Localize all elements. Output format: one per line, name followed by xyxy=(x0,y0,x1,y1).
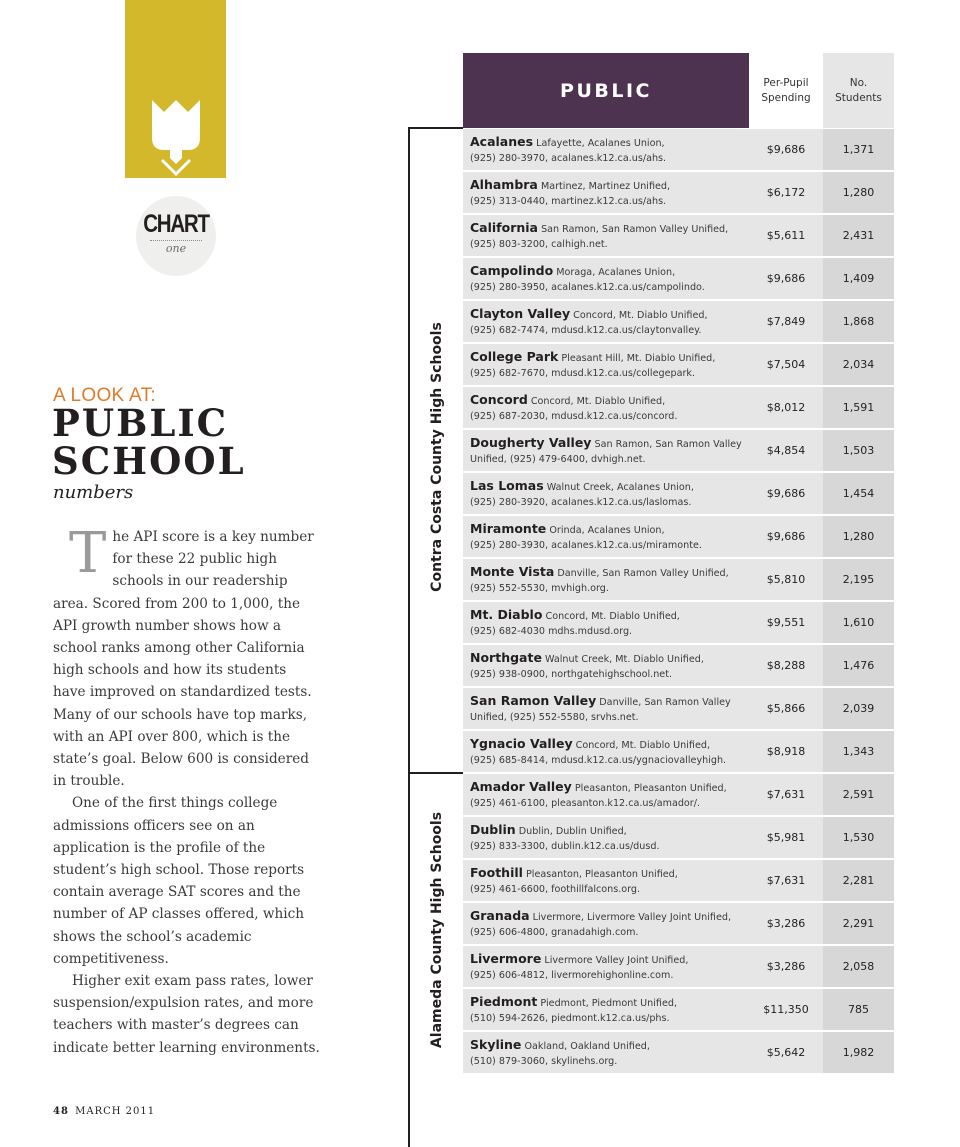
per-pupil-spending: $7,504 xyxy=(749,344,823,385)
school-name: Northgate xyxy=(470,650,542,665)
school-name: Las Lomas xyxy=(470,478,544,493)
chart-badge-rule xyxy=(150,240,202,241)
group-label-alameda: Alameda County High Schools xyxy=(429,811,445,1049)
table-row xyxy=(463,172,894,213)
student-count: 2,034 xyxy=(823,344,894,385)
school-name: California xyxy=(470,220,538,235)
table-row xyxy=(463,817,894,858)
student-count: 1,868 xyxy=(823,301,894,342)
paragraph-1 xyxy=(53,521,321,792)
per-pupil-spending: $8,918 xyxy=(749,731,823,772)
school-detail: Pleasanton, Pleasanton Unified, xyxy=(574,783,727,794)
school-detail: Livermore, Livermore Valley Joint Unified, xyxy=(532,912,731,923)
table-row xyxy=(463,602,894,643)
school-detail: Livermore Valley Joint Unified, xyxy=(544,955,689,966)
school-contact: (925) 461-6600, foothillfalcons.org. xyxy=(470,884,641,895)
table-row xyxy=(463,559,894,600)
table-row xyxy=(463,688,894,729)
school-info xyxy=(463,946,749,987)
school-name: Granada xyxy=(470,908,530,923)
school-name: Amador Valley xyxy=(470,779,572,794)
table-row xyxy=(463,989,894,1030)
student-count: 1,454 xyxy=(823,473,894,514)
table-row xyxy=(463,129,894,170)
per-pupil-spending: $5,810 xyxy=(749,559,823,600)
table-row xyxy=(463,731,894,772)
student-count: 2,591 xyxy=(823,774,894,815)
student-count: 1,610 xyxy=(823,602,894,643)
chart-badge-word: CHART xyxy=(143,210,209,238)
table-header-label: PUBLIC xyxy=(560,79,652,102)
title-line-2: SCHOOL xyxy=(52,439,246,483)
school-contact: (925) 280-3920, acalanes.k12.ca.us/laslomas. xyxy=(470,497,692,508)
folio xyxy=(53,1106,155,1117)
school-detail: Pleasanton, Pleasanton Unified, xyxy=(526,869,678,880)
school-name: Miramonte xyxy=(470,521,547,536)
school-detail: Concord, Mt. Diablo Unified, xyxy=(575,740,711,751)
kicker: A LOOK AT: xyxy=(53,385,156,406)
student-count: 1,371 xyxy=(823,129,894,170)
school-contact: (510) 879-3060, skylinehs.org. xyxy=(470,1056,618,1067)
table-row xyxy=(463,430,894,471)
school-info xyxy=(463,129,749,170)
title-line-1: PUBLIC xyxy=(52,401,229,445)
paragraph-1-text: he API score is a key number for these 22 public high schools in our readership area. Scored from 200 to 1,000, the API growth number shows how a school ranks among other California high schools and how its students have improved on standardized tests. Many of our schools have top marks, with an API over 800, which is the state’s goal. Below 600 is considered in trouble. xyxy=(53,529,314,790)
school-detail: Danville, San Ramon Valley xyxy=(599,697,731,708)
school-info xyxy=(463,559,749,600)
table-row xyxy=(463,344,894,385)
drop-cap: T xyxy=(69,521,107,586)
school-info xyxy=(463,258,749,299)
table-header-public xyxy=(463,53,749,128)
school-info xyxy=(463,645,749,686)
school-detail: Concord, Mt. Diablo Unified, xyxy=(545,611,680,622)
school-contact: Unified, (925) 552-5580, srvhs.net. xyxy=(470,712,639,723)
per-pupil-spending: $9,686 xyxy=(749,129,823,170)
per-pupil-spending: $9,686 xyxy=(749,473,823,514)
student-count: 1,982 xyxy=(823,1032,894,1073)
school-info xyxy=(463,774,749,815)
student-count: 1,503 xyxy=(823,430,894,471)
school-detail: Pleasant Hill, Mt. Diablo Unified, xyxy=(561,353,716,364)
student-count: 1,409 xyxy=(823,258,894,299)
school-detail: Walnut Creek, Acalanes Union, xyxy=(546,482,694,493)
school-contact: (925) 313-0440, martinez.k12.ca.us/ahs. xyxy=(470,196,667,207)
student-count: 1,343 xyxy=(823,731,894,772)
table-row xyxy=(463,473,894,514)
chart-badge-sub: one xyxy=(165,242,187,255)
per-pupil-spending: $5,611 xyxy=(749,215,823,256)
school-contact: (925) 682-7474, mdusd.k12.ca.us/claytonvalley. xyxy=(470,325,702,336)
per-pupil-spending: $3,286 xyxy=(749,903,823,944)
paragraph-3: Higher exit exam pass rates, lower suspension/expulsion rates, and more teachers with master’s degrees can indicate better learning environments. xyxy=(53,973,320,1056)
per-pupil-spending: $9,686 xyxy=(749,516,823,557)
table-row xyxy=(463,1032,894,1073)
school-contact: (925) 606-4812, livermorehighonline.com. xyxy=(470,970,674,981)
table-row xyxy=(463,645,894,686)
column-header-students-line1: No. xyxy=(849,76,868,89)
school-contact: (925) 938-0900, northgatehighschool.net. xyxy=(470,669,673,680)
school-detail: Martinez, Martinez Unified, xyxy=(540,181,671,192)
page-number: 48 xyxy=(53,1106,69,1117)
student-count: 1,591 xyxy=(823,387,894,428)
per-pupil-spending: $8,288 xyxy=(749,645,823,686)
school-info xyxy=(463,430,749,471)
per-pupil-spending: $8,012 xyxy=(749,387,823,428)
school-name: College Park xyxy=(470,349,559,364)
school-contact: (925) 803-3200, calhigh.net. xyxy=(470,239,608,250)
table-row xyxy=(463,215,894,256)
school-info xyxy=(463,817,749,858)
group-label-contra-costa: Contra Costa County High Schools xyxy=(429,322,445,592)
school-contact: (925) 833-3300, dublin.k12.ca.us/dusd. xyxy=(470,841,660,852)
per-pupil-spending: $4,854 xyxy=(749,430,823,471)
school-info xyxy=(463,215,749,256)
table-row xyxy=(463,946,894,987)
student-count: 2,058 xyxy=(823,946,894,987)
school-contact: (925) 280-3970, acalanes.k12.ca.us/ahs. xyxy=(470,153,667,164)
student-count: 2,039 xyxy=(823,688,894,729)
school-name: Monte Vista xyxy=(470,564,555,579)
school-name: Campolindo xyxy=(470,263,554,278)
per-pupil-spending: $5,981 xyxy=(749,817,823,858)
column-header-spending-line2: Spending xyxy=(761,91,811,104)
school-contact: (925) 687-2030, mdusd.k12.ca.us/concord. xyxy=(470,411,678,422)
school-info xyxy=(463,731,749,772)
student-count: 1,280 xyxy=(823,172,894,213)
school-name: Dublin xyxy=(470,822,516,837)
table-row xyxy=(463,860,894,901)
school-info xyxy=(463,903,749,944)
article-body xyxy=(53,521,321,1059)
school-name: Mt. Diablo xyxy=(470,607,543,622)
school-name: Ygnacio Valley xyxy=(470,736,573,751)
school-name: Acalanes xyxy=(470,134,534,149)
school-contact: (925) 461-6100, pleasanton.k12.ca.us/amador/. xyxy=(470,798,701,809)
school-info xyxy=(463,602,749,643)
school-detail: San Ramon, San Ramon Valley Unified, xyxy=(541,224,729,235)
tulip-icon xyxy=(148,98,204,176)
school-detail: Piedmont, Piedmont Unified, xyxy=(540,998,678,1009)
school-info xyxy=(463,989,749,1030)
per-pupil-spending: $9,551 xyxy=(749,602,823,643)
school-info xyxy=(463,1032,749,1073)
school-name: San Ramon Valley xyxy=(470,693,597,708)
school-contact: (925) 682-4030 mdhs.mdusd.org. xyxy=(470,626,633,637)
table-row xyxy=(463,301,894,342)
school-detail: Moraga, Acalanes Union, xyxy=(556,267,676,278)
table-row xyxy=(463,903,894,944)
per-pupil-spending: $7,849 xyxy=(749,301,823,342)
school-info xyxy=(463,473,749,514)
school-detail: Concord, Mt. Diablo Unified, xyxy=(573,310,708,321)
student-count: 1,280 xyxy=(823,516,894,557)
school-name: Alhambra xyxy=(470,177,538,192)
school-name: Clayton Valley xyxy=(470,306,571,321)
school-info xyxy=(463,516,749,557)
student-count: 785 xyxy=(823,989,894,1030)
school-contact: (925) 280-3950, acalanes.k12.ca.us/campolindo. xyxy=(470,282,705,293)
school-detail: Orinda, Acalanes Union, xyxy=(549,525,665,536)
school-detail: Dublin, Dublin Unified, xyxy=(518,826,627,837)
issue-date: MARCH 2011 xyxy=(75,1106,156,1117)
school-info xyxy=(463,172,749,213)
school-contact: (510) 594-2626, piedmont.k12.ca.us/phs. xyxy=(470,1013,670,1024)
table-row xyxy=(463,516,894,557)
table-row xyxy=(463,387,894,428)
school-name: Foothill xyxy=(470,865,523,880)
school-info xyxy=(463,344,749,385)
school-detail: San Ramon, San Ramon Valley xyxy=(594,439,742,450)
school-detail: Danville, San Ramon Valley Unified, xyxy=(557,568,729,579)
student-count: 1,530 xyxy=(823,817,894,858)
student-count: 2,195 xyxy=(823,559,894,600)
school-name: Concord xyxy=(470,392,528,407)
per-pupil-spending: $7,631 xyxy=(749,860,823,901)
student-count: 2,431 xyxy=(823,215,894,256)
per-pupil-spending: $6,172 xyxy=(749,172,823,213)
column-header-spending-line1: Per-Pupil xyxy=(763,76,809,89)
school-info xyxy=(463,688,749,729)
per-pupil-spending: $11,350 xyxy=(749,989,823,1030)
school-detail: Concord, Mt. Diablo Unified, xyxy=(530,396,666,407)
school-name: Dougherty Valley xyxy=(470,435,592,450)
table-row xyxy=(463,774,894,815)
school-name: Livermore xyxy=(470,951,542,966)
school-detail: Walnut Creek, Mt. Diablo Unified, xyxy=(545,654,704,665)
school-info xyxy=(463,387,749,428)
school-info xyxy=(463,860,749,901)
per-pupil-spending: $7,631 xyxy=(749,774,823,815)
school-contact: (925) 685-8414, mdusd.k12.ca.us/ygnaciovalleyhigh. xyxy=(470,755,727,766)
student-count: 2,281 xyxy=(823,860,894,901)
title-tagline: numbers xyxy=(53,482,134,503)
school-info xyxy=(463,301,749,342)
student-count: 1,476 xyxy=(823,645,894,686)
table-row xyxy=(463,258,894,299)
per-pupil-spending: $5,642 xyxy=(749,1032,823,1073)
school-name: Skyline xyxy=(470,1037,522,1052)
school-name: Piedmont xyxy=(470,994,538,1009)
school-contact: (925) 606-4800, granadahigh.com. xyxy=(470,927,639,938)
school-contact: (925) 682-7670, mdusd.k12.ca.us/collegepark. xyxy=(470,368,696,379)
column-header-students xyxy=(823,53,894,128)
column-header-spending xyxy=(749,53,823,128)
school-contact: Unified, (925) 479-6400, dvhigh.net. xyxy=(470,454,646,465)
student-count: 2,291 xyxy=(823,903,894,944)
per-pupil-spending: $9,686 xyxy=(749,258,823,299)
page-title xyxy=(52,401,246,483)
school-detail: Oakland, Oakland Unified, xyxy=(524,1041,650,1052)
chart-badge xyxy=(136,196,216,276)
column-header-students-line2: Students xyxy=(835,91,882,104)
paragraph-2: One of the first things college admissions officers see on an application is the profile of the student’s high school. Those reports contain average SAT scores and the number of AP classes offered, which shows the school’s academic competitiveness. xyxy=(53,795,305,967)
school-contact: (925) 552-5530, mvhigh.org. xyxy=(470,583,609,594)
school-contact: (925) 280-3930, acalanes.k12.ca.us/miramonte. xyxy=(470,540,702,551)
per-pupil-spending: $5,866 xyxy=(749,688,823,729)
school-detail: Lafayette, Acalanes Union, xyxy=(536,138,665,149)
per-pupil-spending: $3,286 xyxy=(749,946,823,987)
